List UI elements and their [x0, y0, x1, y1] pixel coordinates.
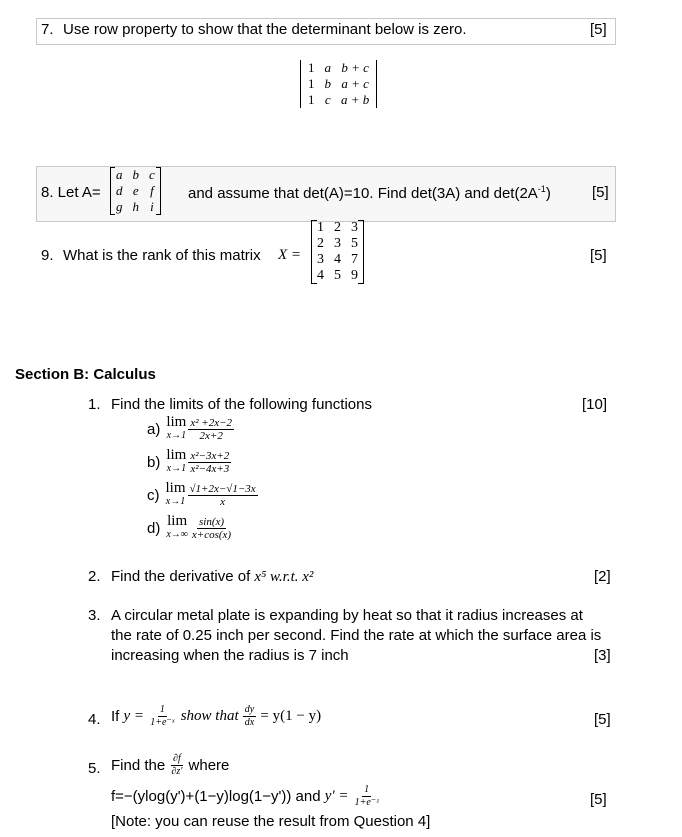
b5-line1 — [111, 753, 229, 778]
matrix-cell: 7 — [351, 252, 358, 267]
matrix-cell: 5 — [351, 236, 358, 251]
matrix-cell: f — [150, 183, 154, 198]
numerator: dy — [244, 704, 255, 715]
b2-text: Find the derivative of — [111, 568, 251, 585]
matrix-cell: i — [150, 199, 154, 214]
q7-determinant — [300, 60, 377, 108]
numerator: 1 — [364, 784, 370, 795]
b2-marks: [2] — [594, 568, 611, 585]
matrix-cell: 3 — [317, 252, 324, 267]
denominator: 1+e⁻ˣ — [150, 717, 175, 728]
q9-text: What is the rank of this matrix — [63, 247, 261, 264]
limit-fraction — [188, 483, 258, 508]
q7-number: 7. — [41, 21, 54, 38]
det-cell: b — [324, 76, 331, 91]
q9-number: 9. — [41, 247, 54, 264]
denominator: ∂z' — [171, 766, 183, 777]
numerator: 1 — [159, 704, 165, 715]
numerator: x²−3x+2 — [190, 449, 230, 462]
b3-line3: increasing when the radius is 7 inch — [111, 647, 349, 664]
lim-word: lim — [166, 414, 187, 430]
limit-d — [147, 515, 233, 541]
b3-marks: [3] — [594, 647, 611, 664]
b2-number: 2. — [88, 568, 101, 585]
limit-fraction — [188, 450, 231, 475]
lim-operator — [166, 449, 186, 475]
numerator: sin(x) — [198, 515, 225, 528]
b1-text: Find the limits of the following functions — [111, 396, 372, 413]
b5-where: where — [188, 757, 230, 774]
b5-partial — [169, 753, 184, 778]
matrix-cell: 9 — [351, 268, 358, 283]
q9-var: X = — [278, 247, 302, 263]
q7-text: Use row property to show that the determinant below is zero. — [63, 21, 467, 38]
b4-fraction — [148, 704, 176, 729]
b5-f-text: f=−(ylog(y')+(1−y)log(1−y')) and — [111, 788, 321, 805]
lim-word: lim — [167, 513, 188, 529]
b3-line2: the rate of 0.25 inch per second. Find the rate at which the surface area is — [111, 627, 602, 644]
b4-derivative — [243, 704, 256, 729]
denominator: x+cos(x) — [191, 528, 232, 541]
det-cell: 1 — [308, 76, 315, 91]
matrix-cell: 4 — [317, 268, 324, 283]
denominator: dx — [244, 717, 255, 728]
b1-number: 1. — [88, 396, 101, 413]
q8-text-end: ) — [545, 185, 551, 202]
det-cell: c — [324, 92, 331, 107]
lim-operator — [166, 416, 186, 442]
matrix-cell: 3 — [334, 236, 341, 251]
q8-text-main: and assume that det(A)=10. Find det(3A) and det(2A — [188, 185, 538, 202]
b2-math: x⁵ w.r.t. x² — [254, 569, 314, 585]
matrix-cell: h — [132, 199, 139, 214]
b5-marks: [5] — [590, 791, 607, 808]
b5-number: 5. — [88, 760, 101, 777]
lim-sub: x→1 — [166, 463, 187, 474]
q9-marks: [5] — [590, 247, 607, 264]
limit-label: c) — [147, 486, 160, 504]
det-cell: a + b — [341, 92, 370, 107]
q8-text — [188, 184, 551, 202]
b5-y-prime: y' = — [324, 788, 349, 804]
matrix-cell: 3 — [351, 220, 358, 235]
b4-statement — [111, 704, 321, 729]
b5-prefix: Find the — [111, 757, 166, 774]
denominator: 2x+2 — [199, 429, 223, 442]
matrix-cell: 2 — [334, 220, 341, 235]
b4-prefix: If — [111, 708, 120, 725]
limit-c — [147, 482, 258, 508]
lim-word: lim — [166, 447, 187, 463]
q8-matrix — [110, 167, 161, 215]
b3-line1: A circular metal plate is expanding by heat so that it radius increases at — [111, 607, 583, 624]
b4-number: 4. — [88, 711, 101, 728]
b1-marks: [10] — [582, 396, 608, 413]
matrix-cell: 2 — [317, 236, 324, 251]
det-cell: a + c — [341, 76, 369, 91]
lim-sub: x→∞ — [166, 529, 188, 540]
limit-b — [147, 449, 231, 475]
matrix-cell: b — [132, 167, 139, 182]
q8-sup: -1 — [537, 184, 546, 194]
numerator: ∂f — [173, 753, 181, 764]
b4-show-that: show that — [180, 708, 239, 724]
numerator: √1+2x−√1−3x — [189, 482, 256, 495]
matrix-cell: 4 — [334, 252, 341, 267]
matrix-cell: a — [116, 167, 123, 182]
lim-sub: x→1 — [165, 496, 186, 507]
matrix-cell: c — [149, 167, 155, 182]
b4-rhs: = y(1 − y) — [260, 708, 322, 724]
limit-label: d) — [147, 519, 161, 537]
b5-note: [Note: you can reuse the result from Question 4] — [111, 813, 431, 830]
matrix-cell: 5 — [334, 268, 341, 283]
denominator: 1+e⁻ᶻ — [354, 797, 379, 808]
section-b-title: Section B: Calculus — [15, 366, 156, 383]
det-cell: 1 — [308, 60, 315, 75]
limit-fraction — [190, 516, 233, 541]
numerator: x² +2x−2 — [190, 416, 233, 429]
q8-marks: [5] — [592, 184, 609, 201]
lim-operator — [166, 482, 186, 508]
b3-number: 3. — [88, 607, 101, 624]
limit-fraction — [188, 417, 234, 442]
b5-line2 — [111, 784, 381, 809]
limit-a — [147, 416, 234, 442]
det-cell: b + c — [341, 60, 369, 75]
limit-label: b) — [147, 453, 161, 471]
lim-operator — [166, 515, 188, 541]
b2-line — [111, 568, 313, 586]
q7-marks: [5] — [590, 21, 607, 38]
matrix-cell: e — [132, 183, 139, 198]
lim-word: lim — [165, 480, 186, 496]
det-cell: a — [324, 60, 331, 75]
q9-matrix — [311, 220, 364, 284]
q8-prefix: 8. Let A= — [41, 184, 101, 201]
b4-y-eq: y = — [123, 708, 145, 724]
b5-fraction — [353, 784, 381, 809]
limit-label: a) — [147, 420, 161, 438]
lim-sub: x→1 — [166, 430, 187, 441]
matrix-cell: g — [116, 199, 123, 214]
matrix-cell: 1 — [317, 220, 324, 235]
b4-marks: [5] — [594, 711, 611, 728]
denominator: x — [220, 495, 226, 508]
det-cell: 1 — [308, 92, 315, 107]
matrix-cell: d — [116, 183, 123, 198]
denominator: x²−4x+3 — [190, 462, 230, 475]
